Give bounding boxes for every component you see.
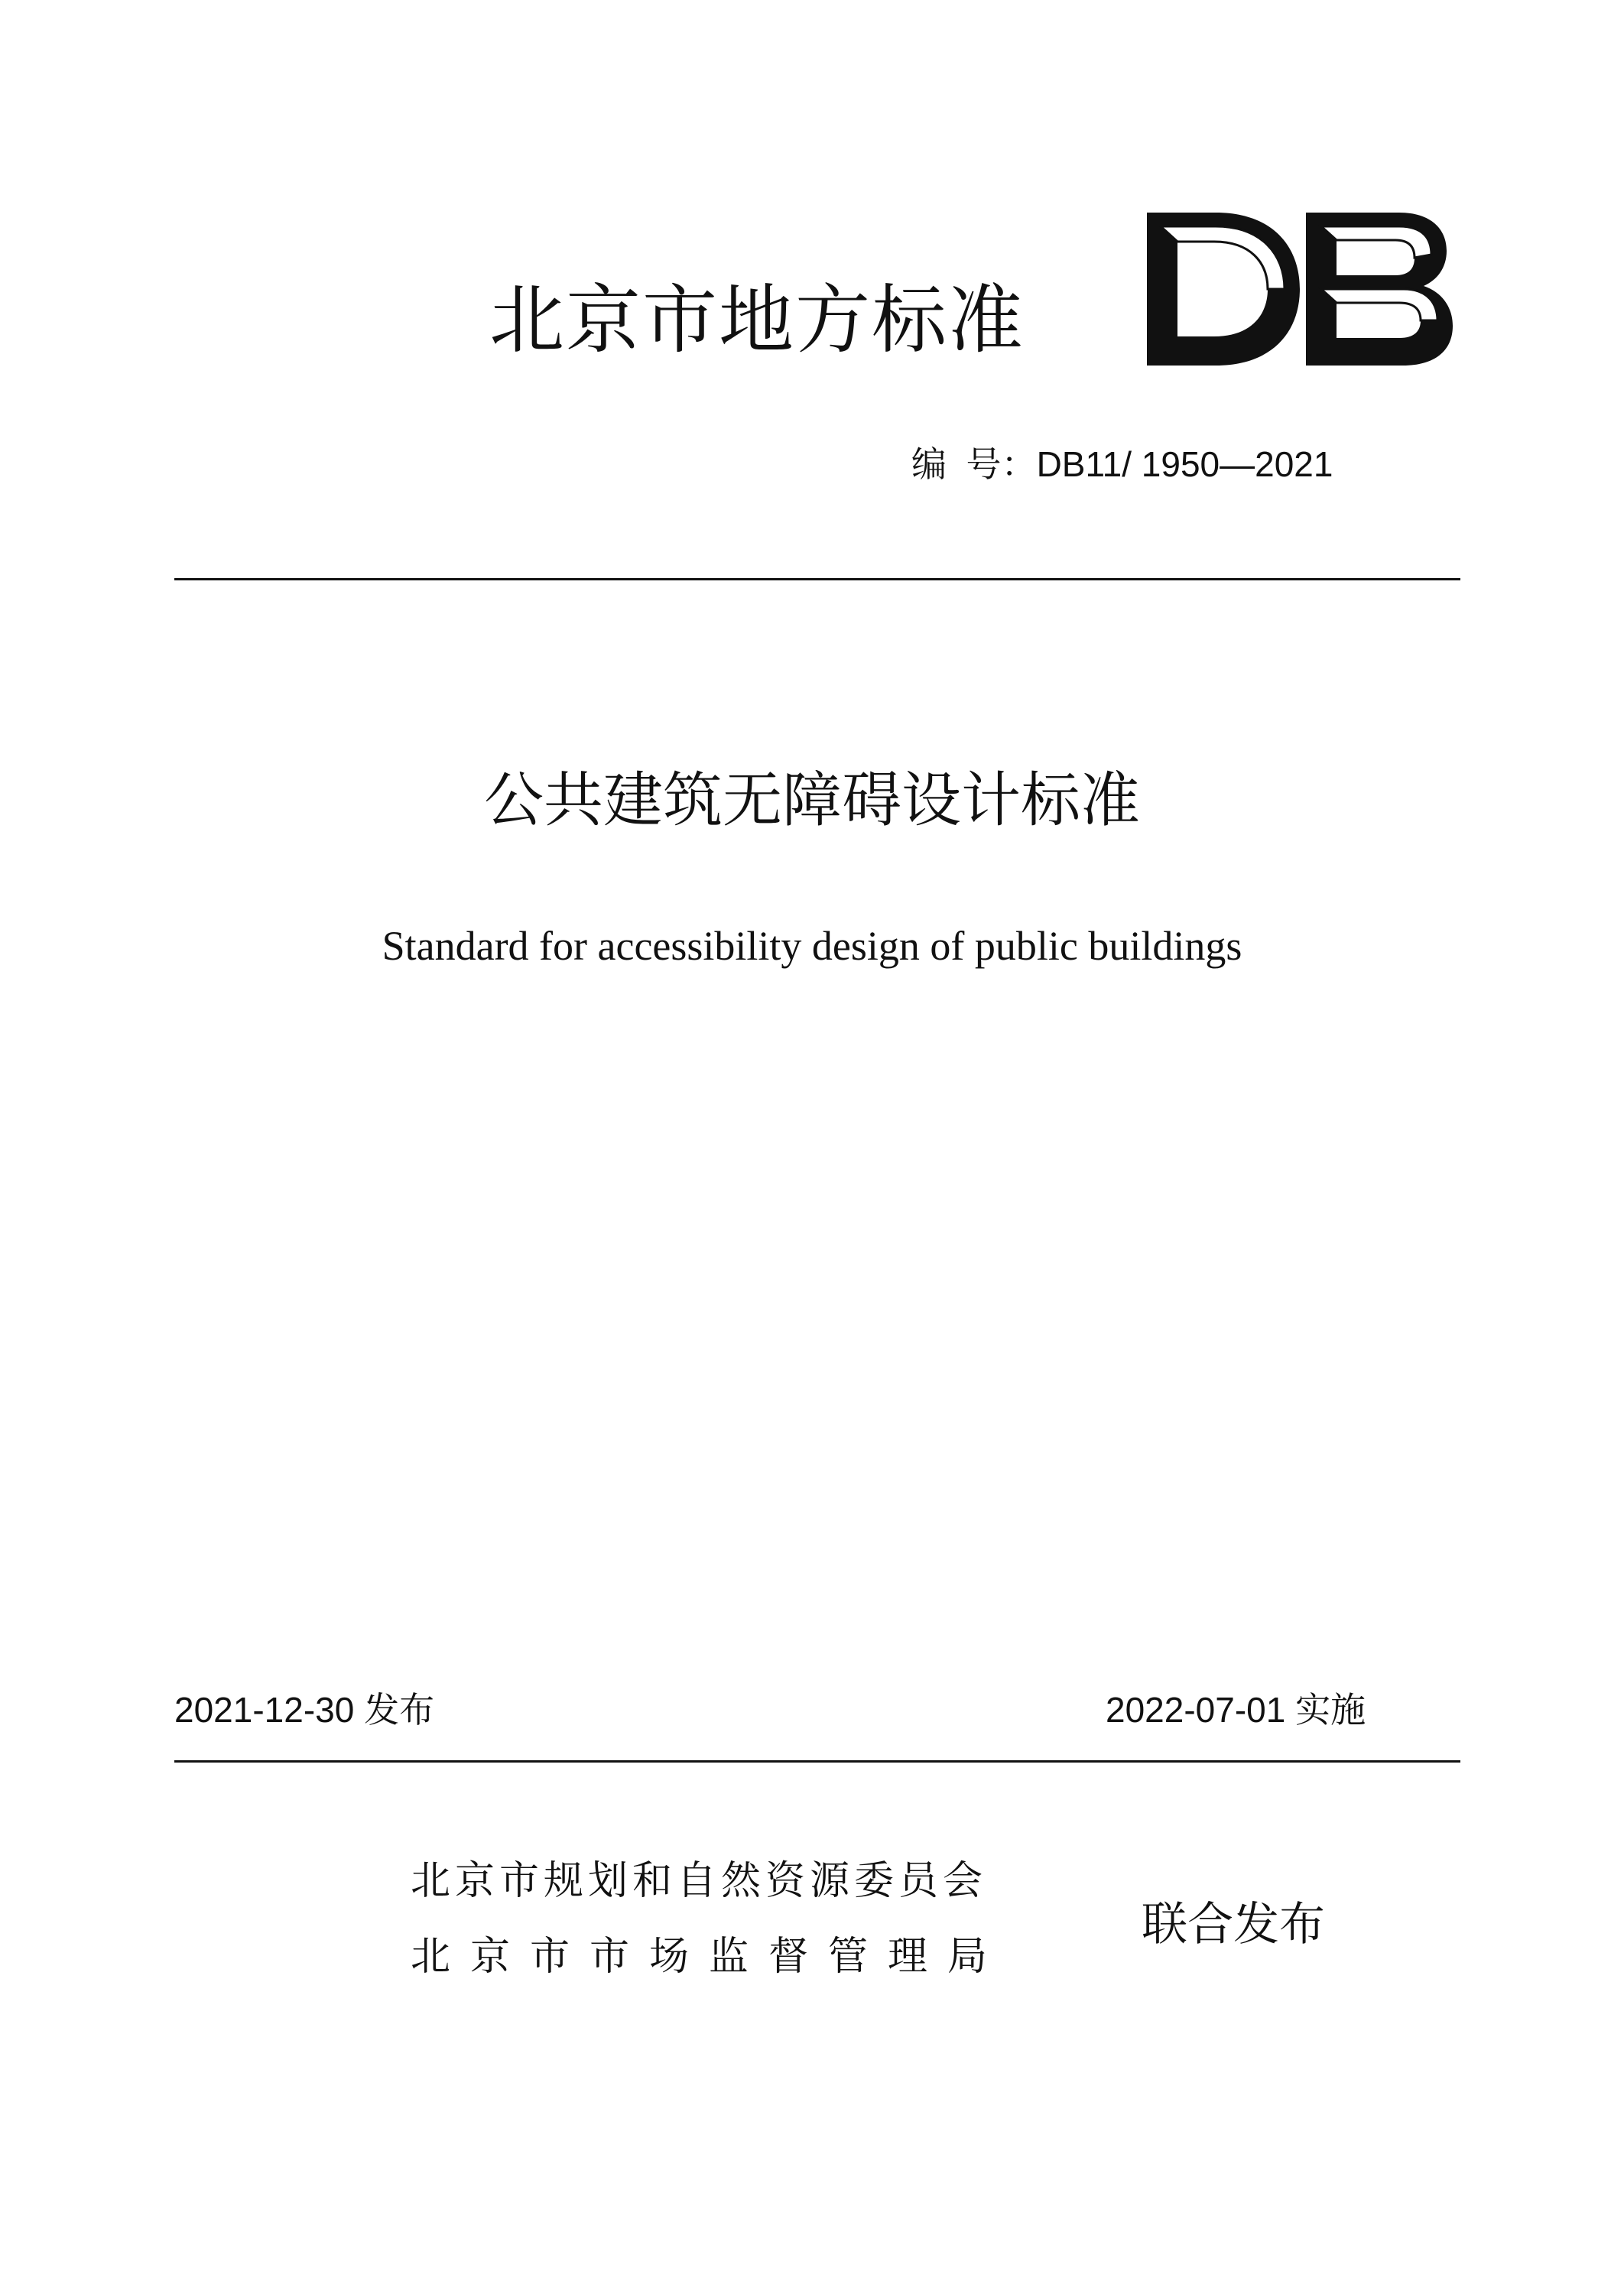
issuer-market-regulation: 北京市市场监督管理局 xyxy=(411,1934,1008,1980)
header-divider xyxy=(174,578,1460,580)
issue-date: 2021-12-30 发布 xyxy=(174,1690,435,1730)
db-logo xyxy=(1147,213,1453,366)
issuer-planning-commission: 北京市规划和自然资源委员会 xyxy=(411,1858,988,1904)
joint-issue-label: 联合发布 xyxy=(1142,1898,1325,1951)
document-title-english: Standard for accessibility design of public buildings xyxy=(382,923,1242,969)
document-title-chinese: 公共建筑无障碍设计标准 xyxy=(483,766,1140,835)
standard-kind-heading: 北京市地方标准 xyxy=(489,277,1025,364)
standard-code xyxy=(911,444,1333,484)
standard-code-label: 编 号： xyxy=(911,444,1037,484)
footer-divider xyxy=(174,1760,1460,1763)
implementation-date: 2022-07-01 实施 xyxy=(1106,1690,1366,1730)
standard-code-value: DB11/ 1950—2021 xyxy=(1036,444,1333,484)
